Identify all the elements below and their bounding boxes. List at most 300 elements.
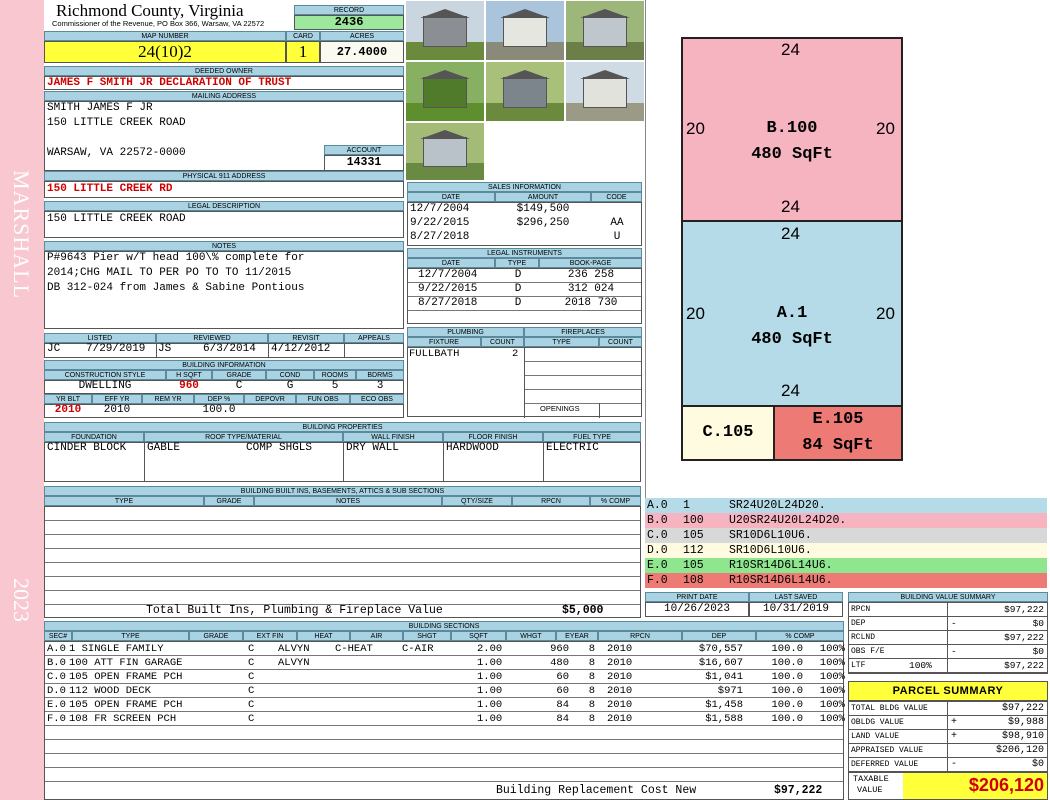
legal-inst-title: LEGAL INSTRUMENTS [407,248,642,258]
grade-value: C [235,380,243,392]
builtins-title: BUILDING BUILT INS, BASEMENTS, ATTICS & SUB SECTIONS [44,486,641,496]
map-number: 24(10)2 [44,41,286,63]
section-rpcn: $1,458 [705,699,743,711]
cond-value: G [286,380,294,392]
taxable-value: $206,120 [903,773,1047,799]
replacement-value: $97,222 [774,784,823,797]
segment-code: 1 [683,499,690,512]
li-row-line [408,310,641,311]
effyr-value: 2010 [103,404,131,416]
reviewed-label: REVIEWED [156,333,268,343]
listed-by: JC [47,343,61,355]
photo-roof [420,70,470,79]
section-sqft: 84 [556,713,569,725]
segment-path: U20SR24U20L24D20. [729,514,847,527]
h-construction-style: CONSTRUCTION STYLE [44,370,166,380]
segment-path: R10SR14D6L14U6. [729,574,833,587]
parcel-divider [947,716,948,730]
last-saved: 10/31/2019 [749,602,843,617]
roof-material-value: COMP SHGLS [246,442,313,454]
photo-building [423,137,467,167]
segment-path: R10SR14D6L14U6. [729,559,833,572]
h-wall: WALL FINISH [343,432,443,442]
foundation-value: CINDER BLOCK [47,442,127,454]
h-bi-notes: NOTES [254,496,442,506]
sections-col-header: WHGT [506,631,556,641]
sketch-a [681,220,903,407]
acres-label: ACRES [320,31,404,41]
hsqft-value: 960 [179,380,199,392]
sketch-c-label: C.105 [702,423,754,442]
section-row-line [45,781,843,782]
section-ext: ALVYN [278,657,310,669]
section-type: 108 FR SCREEN PCH [69,713,177,725]
parcel-sign: - [951,759,958,770]
map-label: MAP NUMBER [44,31,286,41]
section-eyear: 2010 [607,699,633,711]
parcel-value: $97,222 [1001,703,1044,714]
garage-photo-2 [566,62,644,121]
section-sec: A.0 [47,643,66,655]
li-type: D [514,269,522,281]
section-whgt: 8 [588,643,595,655]
section-sqft: 60 [556,671,569,683]
sketch-b-bottom-dim: 24 [781,197,800,216]
reviewed-by: JS [158,343,172,355]
sections-col-header: SQFT [451,631,506,641]
bv-sign: - [951,618,957,629]
segment-id: F.0 [647,574,668,587]
sketch-b-label: B.100 [766,119,818,138]
listed-date: 7/29/2019 [86,343,146,355]
builtins-table [44,506,641,618]
bv-label: OBS F/E [851,647,885,656]
card-number: 1 [286,41,320,63]
section-dep: 100.0 [771,699,803,711]
sketch-e-label: E.105 [812,410,864,429]
section-eyear: 2010 [607,671,633,683]
h-hsqft: H SQFT [166,370,212,380]
section-rpcn: $1,041 [705,671,743,683]
section-type: 1 SINGLE FAMILY [69,643,164,655]
physical-address: 150 LITTLE CREEK RD [44,181,404,198]
sketch-a-left-dim: 20 [686,304,705,323]
bv-label: DEP [851,619,866,628]
legal-inst-table [407,268,642,324]
taxable-label-2: VALUE [857,785,883,795]
notes-line-3: DB 312-024 from James & Sabine Pontious [47,282,305,294]
h-bi-type: TYPE [44,496,204,506]
section-eyear: 2010 [607,685,633,697]
segment-legend [645,498,1047,590]
parcel-value: $206,120 [995,745,1044,756]
bv-label: RCLND [851,633,876,642]
notes-label: NOTES [44,241,404,251]
side-year: 2023 [9,578,34,622]
bv-divider [947,603,948,617]
section-heat: C-HEAT [335,643,373,655]
h-fp-count: COUNT [599,337,642,347]
section-type: 112 WOOD DECK [69,685,151,697]
rooms-value: 5 [331,380,339,392]
section-sqft: 60 [556,685,569,697]
sections-col-header: GRADE [189,631,243,641]
section-grade: C [248,685,255,697]
sketch-a-right-dim: 20 [876,304,895,323]
photo-roof [580,9,630,18]
county-title: Richmond County, Virginia [56,1,244,20]
section-row-line [45,767,843,768]
photo-roof [500,9,550,18]
photo-building [583,77,627,108]
parcel-value: $0 [1031,759,1044,770]
section-shgt: 1.00 [477,699,503,711]
yrblt-value: 2010 [54,404,82,416]
account-label: ACCOUNT [324,145,404,155]
sketch-e-area: 84 SqFt [802,436,874,455]
parcel-divider [947,730,948,744]
h-ecoobs: ECO OBS [350,394,404,404]
segment-id: A.0 [647,499,668,512]
h-rooms: ROOMS [314,370,356,380]
photo-building [503,16,547,47]
h-effyr: EFF YR [92,394,142,404]
section-grade: C [248,643,255,655]
parcel-row [849,702,1047,716]
sections-col-header: HEAT [297,631,350,641]
section-sec: C.0 [47,671,66,683]
legal-description: 150 LITTLE CREEK ROAD [44,211,404,238]
bv-label: LTF [851,661,866,670]
segment-row [645,528,1047,543]
segment-code: 105 [683,529,704,542]
parcel-label: OBLDG VALUE [851,718,904,727]
bv-value: $97,222 [1004,604,1044,615]
sales-date: 12/7/2004 [410,203,470,215]
record-value: 2436 [294,15,404,30]
builtins-total-label: Total Built Ins, Plumbing & Fireplace Value [146,604,443,617]
section-type: 105 OPEN FRAME PCH [69,699,183,711]
section-sec: F.0 [47,713,66,725]
h-remyr: REM YR [142,394,194,404]
fixture-value: FULLBATH [409,348,460,360]
sales-title: SALES INFORMATION [407,182,642,192]
sketch-e [773,405,903,461]
section-comp: 100% [819,657,845,669]
parcel-divider [947,744,948,758]
h-roof: ROOF TYPE/MATERIAL [144,432,343,442]
segment-path: SR10D6L10U6. [729,544,812,557]
wall-finish-value: DRY WALL [346,442,399,454]
sketch-a-label: A.1 [776,304,808,323]
bdrms-value: 3 [376,380,384,392]
sketch-b [681,37,903,222]
taxable-label-1: TAXABLE [853,774,889,784]
li-date: 12/7/2004 [418,269,478,281]
section-comp: 100% [819,671,845,683]
parcel-sign: + [951,717,958,728]
last-saved-label: LAST SAVED [749,592,843,602]
properties-title: BUILDING PROPERTIES [44,422,641,432]
section-type: 105 OPEN FRAME PCH [69,671,183,683]
segment-row [645,513,1047,528]
bv-divider [947,631,948,645]
h-li-book: BOOK-PAGE [539,258,642,268]
acres-value: 27.4000 [320,41,404,63]
section-row-line [45,697,843,698]
sections-col-header: EYEAR [556,631,598,641]
h-grade: GRADE [212,370,266,380]
section-sec: E.0 [47,699,66,711]
section-eyear: 2010 [607,657,633,669]
h-cond: COND [266,370,314,380]
h-funobs: FUN OBS [296,394,350,404]
section-rpcn: $70,557 [698,643,743,655]
section-whgt: 8 [588,685,595,697]
dep-value: 100.0 [202,404,236,416]
parcel-label: APPRAISED VALUE [851,746,924,755]
section-air: C-AIR [402,643,434,655]
reviewed-date: 6/3/2014 [203,343,256,355]
side-strip [0,0,44,800]
parcel-label: DEFERRED VALUE [851,760,919,769]
section-whgt: 8 [588,699,595,711]
photo-building [423,77,467,108]
sales-code: U [613,231,621,243]
section-rpcn: $16,607 [698,657,743,669]
h-plumb-count: COUNT [481,337,524,347]
bv-value: $0 [1032,646,1044,657]
bv-sign: 100% [909,660,932,671]
segment-row [645,498,1047,513]
photo-building [423,16,467,47]
bv-divider [947,659,948,673]
segment-code: 108 [683,574,704,587]
bv-row [849,645,1047,659]
h-yrblt: YR BLT [44,394,92,404]
parcel-row [849,758,1047,772]
card-label: CARD [286,31,320,41]
plumbing-title: PLUMBING [407,327,524,337]
parcel-sign: + [951,731,958,742]
mail-line-2: 150 LITTLE CREEK ROAD [47,117,186,129]
photo-building [503,77,547,108]
section-row-line [45,655,843,656]
physical-label: PHYSICAL 911 ADDRESS [44,171,404,181]
parcel-row [849,716,1047,730]
print-date-label: PRINT DATE [645,592,749,602]
replacement-label: Building Replacement Cost New [496,784,697,797]
sketch-b-right-dim: 20 [876,119,895,138]
section-eyear: 2010 [607,713,633,725]
h-foundation: FOUNDATION [44,432,144,442]
section-dep: 100.0 [771,685,803,697]
sketch-b-top-dim: 24 [781,40,800,59]
building-info-title: BUILDING INFORMATION [44,360,404,370]
section-sec: D.0 [47,685,66,697]
segment-code: 105 [683,559,704,572]
section-grade: C [248,699,255,711]
section-shgt: 1.00 [477,685,503,697]
h-bi-grade: GRADE [204,496,254,506]
appeals-label: APPEALS [344,333,404,343]
segment-row [645,543,1047,558]
segment-id: D.0 [647,544,668,557]
mail-line-3: WARSAW, VA 22572-0000 [47,147,186,159]
sales-amount: $149,500 [516,203,570,215]
parcel-value: $9,988 [1007,717,1044,728]
building-value-title: BUILDING VALUE SUMMARY [848,592,1048,602]
record-label: RECORD [294,5,404,15]
construction-style: DWELLING [78,380,132,392]
section-shgt: 2.00 [477,643,503,655]
house-photo-3 [486,62,564,121]
section-shgt: 1.00 [477,657,503,669]
section-row-line [45,739,843,740]
photo-building [583,16,627,47]
legal-label: LEGAL DESCRIPTION [44,201,404,211]
section-whgt: 8 [588,713,595,725]
sketch-a-area: 480 SqFt [751,330,833,349]
section-ext: ALVYN [278,643,310,655]
h-depovr: DEPOVR [244,394,296,404]
sections-table [44,641,844,800]
segment-id: C.0 [647,529,668,542]
section-row-line [45,753,843,754]
segment-id: B.0 [647,514,668,527]
segment-path: SR24U20L24D20. [729,499,826,512]
parcel-row [849,744,1047,758]
sketch-b-left-dim: 20 [686,119,705,138]
section-sqft: 84 [556,699,569,711]
floor-finish-value: HARDWOOD [446,442,499,454]
sections-col-header: EXT FIN [243,631,297,641]
segment-row [645,558,1047,573]
fixture-count: 2 [512,348,519,360]
section-sqft: 960 [550,643,569,655]
sketch-a-top-dim: 24 [781,224,800,243]
section-comp: 100% [819,685,845,697]
h-sales-code: CODE [591,192,642,202]
commissioner-line: Commissioner of the Revenue, PO Box 366, Warsaw, VA 22572 [52,19,265,28]
segment-row [645,573,1047,588]
parcel-value: $98,910 [1001,731,1044,742]
li-book: 2018 730 [564,297,618,309]
sections-title: BUILDING SECTIONS [44,621,844,631]
notes-line-2: 2014;CHG MAIL TO PER PO TO TO 11/2015 [47,267,292,279]
section-rpcn: $971 [717,685,743,697]
section-comp: 100% [819,713,845,725]
sections-col-header: % COMP [756,631,844,641]
sections-col-header: SEC# [44,631,72,641]
sales-amount: $296,250 [516,217,570,229]
revisit-date: 4/12/2012 [271,343,331,355]
section-shgt: 1.00 [477,713,503,725]
openings-label: OPENINGS [540,404,580,413]
parcel-divider [947,702,948,716]
deeded-owner: JAMES F SMITH JR DECLARATION OF TRUST [44,76,404,90]
side-name: MARSHALL [9,170,34,300]
deeded-label: DEEDED OWNER [44,66,404,76]
section-row-line [45,711,843,712]
li-book: 236 258 [567,269,615,281]
segment-path: SR10D6L10U6. [729,529,812,542]
sales-date: 8/27/2018 [410,231,470,243]
li-type: D [514,283,522,295]
sections-col-header: DEP [682,631,756,641]
bv-row [849,631,1047,645]
photo-roof [500,70,550,79]
parcel-divider [947,758,948,772]
bv-row [849,603,1047,617]
print-date: 10/26/2023 [645,602,749,617]
section-dep: 100.0 [771,671,803,683]
sections-col-header: TYPE [72,631,189,641]
h-sales-amount: AMOUNT [495,192,591,202]
account-value: 14331 [324,155,404,171]
h-fixture: FIXTURE [407,337,481,347]
fireplaces-title: FIREPLACES [524,327,642,337]
sales-code: AA [610,217,624,229]
section-eyear: 2010 [607,643,633,655]
parcel-summary-title: PARCEL SUMMARY [848,681,1048,701]
li-date: 8/27/2018 [418,297,478,309]
yard-photo [406,62,484,121]
section-row-line [45,669,843,670]
bv-value: $97,222 [1004,660,1044,671]
house-photo-1 [406,1,484,60]
sales-table [407,202,642,246]
photo-roof [420,9,470,18]
bv-row [849,659,1047,673]
h-bi-qty: QTY/SIZE [442,496,512,506]
parcel-label: TOTAL BLDG VALUE [851,704,928,713]
section-dep: 100.0 [771,713,803,725]
li-book: 312 024 [567,283,615,295]
section-comp: 100% [819,699,845,711]
bv-row [849,617,1047,631]
section-dep: 100.0 [771,643,803,655]
parcel-label: LAND VALUE [851,732,900,741]
mailing-label: MAILING ADDRESS [44,91,404,101]
section-whgt: 8 [588,671,595,683]
roof-type-value: GABLE [147,442,181,454]
parcel-summary-table [848,701,1048,772]
h-li-date: DATE [407,258,495,268]
bv-divider [947,617,948,631]
section-dep: 100.0 [771,657,803,669]
bv-value: $97,222 [1004,632,1044,643]
house-photo-2 [566,1,644,60]
segment-code: 112 [683,544,704,557]
section-shgt: 1.00 [477,671,503,683]
section-sqft: 480 [550,657,569,669]
sections-col-header: SHGT [403,631,451,641]
section-grade: C [248,657,255,669]
bv-label: RPCN [851,605,871,614]
li-type: D [514,297,522,309]
revisit-label: REVISIT [268,333,344,343]
h-dep: DEP % [194,394,244,404]
section-sec: B.0 [47,657,66,669]
listed-label: LISTED [44,333,156,343]
section-comp: 100% [819,643,845,655]
h-bi-comp: % COMP [590,496,641,506]
h-sales-date: DATE [407,192,495,202]
h-fp-type: TYPE [524,337,599,347]
segment-code: 100 [683,514,704,527]
building-value-table [848,602,1048,674]
